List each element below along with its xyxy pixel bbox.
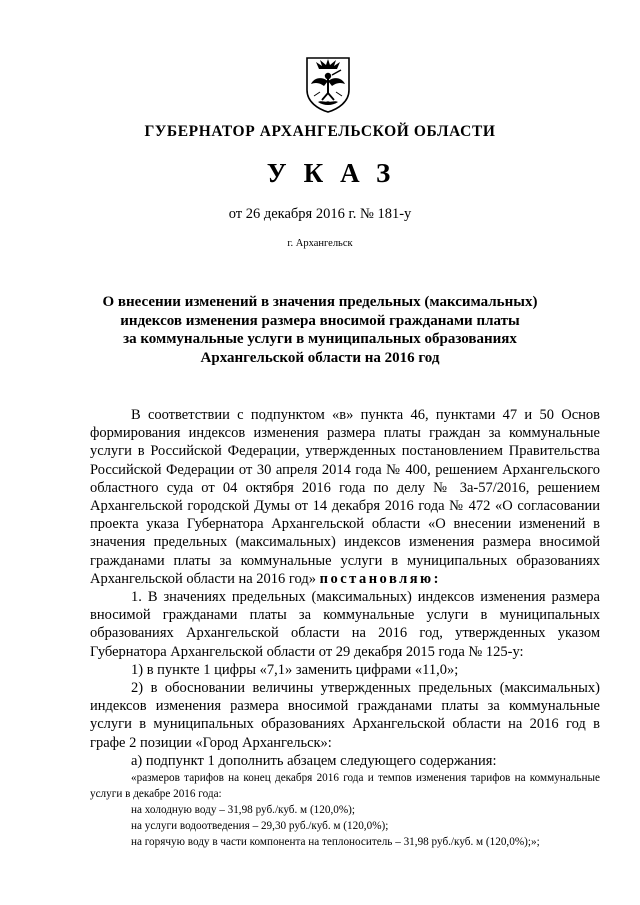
quote-line: на услуги водоотведения – 29,30 руб./куб. м (120,0%); <box>131 820 389 833</box>
quote-intro: «размеров тарифов на конец декабря 2016 года и темпов изменения тарифов на коммунальные услуги в декабре 2016 года: <box>90 772 600 801</box>
coat-of-arms-emblem <box>304 56 352 114</box>
preamble-text: В соответствии с подпунктом «в» пункта 46, пунктами 47 и 50 Основ формирования индексов изменения размера платы граждан за коммунальные услуги в Российской Федерации, утвержденных постановлением Правительства Российской Федерации от 30 апреля 2014 года № 400, решением Архангельского областного суда от 04 октября 2016 года по делу № 3а-57/2016, решением Архангельской городской Думы от 14 декабря 2016 года № 472 «О согласовании проекта указа Губернатора Архангельской области «О внесении изменений в значения предельных (максимальных) индексов изменения размера вносимой гражданами платы за коммунальные услуги в муниципальных образованиях Архангельской области на 2016 год» <box>90 407 600 587</box>
quote-line: на холодную воду – 31,98 руб./куб. м (120,0%); <box>131 804 355 817</box>
title-line: О внесении изменений в значения предельных (максимальных) <box>102 294 538 310</box>
decree-word: постановляю: <box>319 570 441 587</box>
item-1: 1. В значениях предельных (максимальных) индексов изменения размера вносимой гражданами платы за коммунальные услуги в муниципальных образованиях Архангельской области на 2016 год, утвержденных указом Губернатора Архангельской области от 29 декабря 2015 года № 125-у: <box>90 589 600 660</box>
subitem-2: 2) в обосновании величины утвержденных предельных (максимальных) индексов изменения размера вносимой гражданами платы за коммунальные услуги в муниципальных образованиях Архангельской области на 2016 год в графе 2 позиции «Город Архангельск»: <box>90 680 600 751</box>
document-type: УКАЗ <box>266 158 408 188</box>
title-line: за коммунальные услуги в муниципальных образованиях <box>123 331 517 347</box>
decree-title <box>90 293 550 367</box>
issue-city: г. Архангельск <box>287 238 353 249</box>
title-line: Архангельской области на 2016 год <box>200 349 440 366</box>
decree-body <box>90 406 600 850</box>
quote-line: на горячую воду в части компонента на теплоноситель – 31,98 руб./куб. м (120,0%);»; <box>131 836 540 849</box>
subitem-1: 1) в пункте 1 цифры «7,1» заменить цифрами «11,0»; <box>131 661 459 678</box>
title-line: индексов изменения размера вносимой гражданами платы <box>120 312 520 329</box>
date-and-number: от 26 декабря 2016 г. № 181-у <box>228 206 412 222</box>
preamble-paragraph <box>90 406 600 588</box>
issuing-authority: ГУБЕРНАТОР АРХАНГЕЛЬСКОЙ ОБЛАСТИ <box>144 123 496 140</box>
subitem-2a: а) подпункт 1 дополнить абзацем следующего содержания: <box>131 752 497 769</box>
